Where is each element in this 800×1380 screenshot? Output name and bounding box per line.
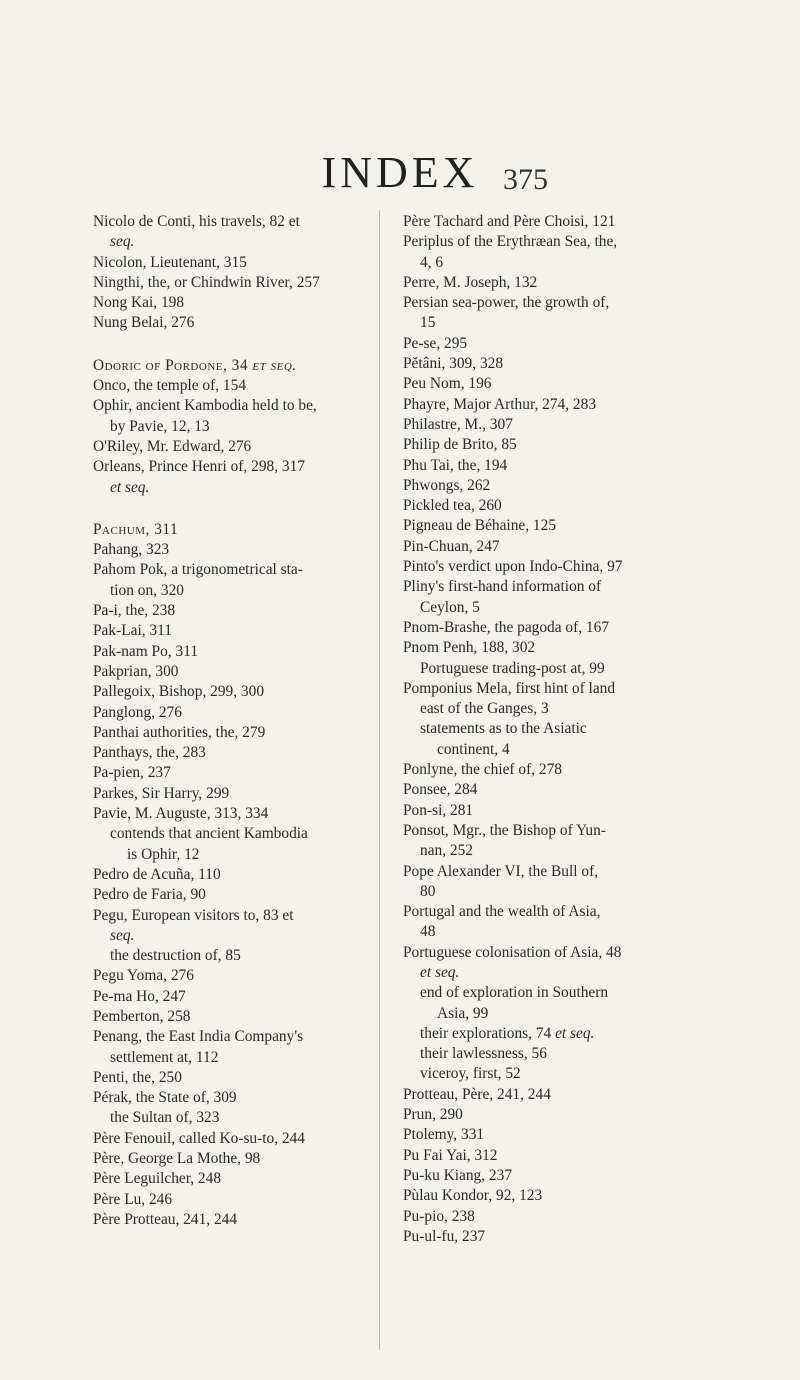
index-entry [93, 723, 365, 743]
entry-line: continent, 4 [437, 740, 510, 758]
page-header [0, 148, 800, 198]
index-entry [93, 1088, 365, 1108]
index-entry [403, 1105, 703, 1125]
index-entry [403, 679, 703, 720]
et-seq-italic: et seq. [110, 478, 150, 496]
index-entry [403, 334, 703, 354]
entry-line: Ningthi, the, or Chindwin River, 257 [93, 273, 320, 291]
entry-line: Pe-se, 295 [403, 334, 468, 352]
index-entry [403, 801, 703, 821]
entry-line: Phayre, Major Arthur, 274, 283 [403, 395, 597, 413]
index-entry [403, 1125, 703, 1145]
et-seq-italic: et seq. [555, 1024, 595, 1042]
entry-line: Pin-Chuan, 247 [403, 537, 500, 555]
entry-line: Panthays, the, 283 [93, 744, 206, 762]
index-column-left [93, 212, 365, 1230]
entry-line: Pa-pien, 237 [93, 764, 171, 782]
index-entry [403, 456, 703, 476]
entry-line: Portuguese trading-post at, 99 [420, 659, 605, 677]
entry-line: Pope Alexander VI, the Bull of, [403, 862, 599, 880]
entry-line: Père Leguilcher, 248 [93, 1170, 222, 1188]
index-entry [403, 862, 703, 903]
entry-line: Père, George La Mothe, 98 [93, 1150, 261, 1168]
entry-line: Pigneau de Béhaine, 125 [403, 517, 557, 535]
index-entry [403, 638, 703, 658]
index-entry [93, 703, 365, 723]
index-entry [93, 457, 365, 498]
entry-line: Pětâni, 309, 328 [403, 355, 504, 373]
entry-line: the destruction of, 85 [110, 947, 241, 965]
index-entry [403, 943, 703, 984]
entry-line: the Sultan of, 323 [110, 1109, 220, 1127]
entry-line: Pu-pio, 238 [403, 1207, 475, 1225]
entry-line: Pickled tea, 260 [403, 497, 502, 515]
entry-line: end of exploration in Southern [420, 984, 609, 1002]
et-seq-italic: et seq. [420, 963, 460, 981]
entry-line [93, 478, 365, 498]
index-entry [403, 476, 703, 496]
entry-line: by Pavie, 12, 13 [110, 417, 210, 435]
index-entry [403, 618, 703, 638]
index-entry [93, 1027, 365, 1068]
entry-line: viceroy, first, 52 [420, 1065, 521, 1083]
entry-line: Pachum, 311 [93, 520, 179, 538]
entry-line: is Ophir, 12 [127, 845, 200, 863]
entry-line: Nong Kai, 198 [93, 294, 185, 312]
index-entry [403, 1186, 703, 1206]
index-entry [93, 906, 365, 947]
index-entry [403, 374, 703, 394]
entry-line: Peu Nom, 196 [403, 375, 492, 393]
index-entry [93, 1169, 365, 1189]
index-entry [93, 621, 365, 641]
index-entry [93, 743, 365, 763]
index-entry [403, 212, 703, 232]
index-entry [403, 354, 703, 374]
index-entry [93, 804, 365, 824]
index-entry [93, 396, 365, 437]
index-entry [93, 212, 365, 253]
index-entry [403, 760, 703, 780]
entry-line: Pakprian, 300 [93, 662, 179, 680]
et-seq-italic: seq. [110, 233, 135, 251]
entry-line: Pegu Yoma, 276 [93, 967, 194, 985]
entry-line: Père Protteau, 241, 244 [93, 1210, 238, 1228]
index-entry [403, 577, 703, 618]
entry-line: Perre, M. Joseph, 132 [403, 273, 538, 291]
entry-line: 15 [420, 314, 436, 332]
entry-line: Pemberton, 258 [93, 1007, 191, 1025]
index-entry [93, 437, 365, 457]
entry-line: settlement at, 112 [110, 1048, 219, 1066]
entry-line: Pahom Pok, a trigonometrical sta- [93, 561, 303, 579]
entry-line: Pu-ku Kiang, 237 [403, 1166, 513, 1184]
entry-line: Pak-nam Po, 311 [93, 642, 199, 660]
entry-line: Ponsee, 284 [403, 781, 478, 799]
entry-line: Pallegoix, Bishop, 299, 300 [93, 683, 265, 701]
index-subentry [403, 983, 703, 1024]
index-entry [93, 1210, 365, 1230]
index-entry [93, 560, 365, 601]
entry-line: Pahang, 323 [93, 541, 170, 559]
entry-line: Pu-ul-fu, 237 [403, 1227, 486, 1245]
entry-line: Periplus of the Erythræan Sea, the, [403, 233, 618, 251]
entry-line: Pa-i, the, 238 [93, 602, 176, 620]
entry-line: Pliny's first-hand information of [403, 578, 602, 596]
index-entry [403, 395, 703, 415]
page-number: 375 [503, 163, 548, 196]
entry-line: their lawlessness, 56 [420, 1045, 547, 1063]
entry-line: Pavie, M. Auguste, 313, 334 [93, 805, 269, 823]
entry-line: Ceylon, 5 [420, 598, 480, 616]
index-entry [93, 1068, 365, 1088]
index-entry [93, 1190, 365, 1210]
entry-line: Pe-ma Ho, 247 [93, 987, 186, 1005]
entry-line: Nicolon, Lieutenant, 315 [93, 253, 247, 271]
index-subentry [403, 1044, 703, 1064]
entry-line: O'Riley, Mr. Edward, 276 [93, 437, 252, 455]
entry-line: Pérak, the State of, 309 [93, 1089, 237, 1107]
entry-line: Pedro de Faria, 90 [93, 886, 206, 904]
entry-line: Persian sea-power, the growth of, [403, 294, 610, 312]
index-column-right [403, 212, 703, 1247]
entry-line: Père Lu, 246 [93, 1190, 173, 1208]
entry-line: Parkes, Sir Harry, 299 [93, 784, 230, 802]
index-subentry [403, 1064, 703, 1084]
index-entry [403, 415, 703, 435]
entry-line: Pedro de Acuña, 110 [93, 865, 221, 883]
index-entry [403, 557, 703, 577]
entry-line [93, 232, 365, 252]
entry-line: their explorations, 74 et seq. [420, 1024, 595, 1042]
page-title: INDEX [321, 148, 479, 197]
index-entry [403, 1227, 703, 1247]
index-entry [93, 601, 365, 621]
entry-line: Phwongs, 262 [403, 476, 491, 494]
entry-line: 4, 6 [420, 253, 444, 271]
index-entry [93, 865, 365, 885]
index-entry [403, 902, 703, 943]
entry-line [93, 926, 365, 946]
index-entry [403, 1207, 703, 1227]
entry-line: Ophir, ancient Kambodia held to be, [93, 397, 317, 415]
entry-line [403, 963, 703, 983]
index-entry [403, 435, 703, 455]
column-divider [379, 210, 380, 1350]
entry-line: Odoric of Pordone, 34 et seq. [93, 356, 297, 374]
index-subentry [403, 1024, 703, 1044]
index-entry [93, 1129, 365, 1149]
index-entry [403, 1166, 703, 1186]
entry-line: Portugal and the wealth of Asia, [403, 903, 601, 921]
index-entry [403, 780, 703, 800]
entry-line: 80 [420, 882, 436, 900]
index-entry [93, 253, 365, 273]
entry-line: Penti, the, 250 [93, 1068, 182, 1086]
entry-line: Philip de Brito, 85 [403, 436, 517, 454]
entry-line: Ponsot, Mgr., the Bishop of Yun- [403, 821, 606, 839]
entry-line: Ptolemy, 331 [403, 1126, 485, 1144]
index-entry [93, 987, 365, 1007]
entry-line: nan, 252 [420, 842, 474, 860]
entry-line: tion on, 320 [110, 581, 184, 599]
index-subentry [403, 719, 703, 760]
index-entry [403, 537, 703, 557]
index-entry [93, 273, 365, 293]
entry-line: Pegu, European visitors to, 83 et [93, 906, 294, 924]
entry-line: Prun, 290 [403, 1106, 463, 1124]
index-subentry [93, 1108, 365, 1128]
entry-line: Pak-Lai, 311 [93, 622, 172, 640]
entry-line: Pu Fai Yai, 312 [403, 1146, 498, 1164]
entry-line: contends that ancient Kambodia [110, 825, 308, 843]
index-entry [403, 232, 703, 273]
index-entry [93, 313, 365, 333]
index-entry [93, 763, 365, 783]
index-entry [403, 1146, 703, 1166]
index-entry [93, 682, 365, 702]
index-entry [403, 293, 703, 334]
index-entry [93, 520, 365, 540]
entry-line: Pnom-Brashe, the pagoda of, 167 [403, 618, 610, 636]
entry-line: Père Tachard and Père Choisi, 121 [403, 213, 616, 230]
entry-line: Ponlyne, the chief of, 278 [403, 761, 563, 779]
index-subentry [93, 824, 365, 865]
index-entry [93, 642, 365, 662]
index-entry [93, 1007, 365, 1027]
index-subentry [403, 659, 703, 679]
entry-line: Portuguese colonisation of Asia, 48 [403, 943, 622, 961]
entry-line: 48 [420, 923, 436, 941]
entry-line: Pinto's verdict upon Indo-China, 97 [403, 558, 623, 576]
index-entry [93, 885, 365, 905]
entry-line: Philastre, M., 307 [403, 415, 513, 433]
index-entry [93, 293, 365, 313]
index-entry [93, 540, 365, 560]
index-entry [403, 1085, 703, 1105]
index-entry [93, 356, 365, 376]
entry-line: Pùlau Kondor, 92, 123 [403, 1187, 543, 1205]
entry-line: Onco, the temple of, 154 [93, 377, 247, 395]
entry-line: Père Fenouil, called Ko-su-to, 244 [93, 1129, 306, 1147]
index-entry [93, 662, 365, 682]
entry-line: Phu Tai, the, 194 [403, 456, 508, 474]
index-entry [403, 273, 703, 293]
entry-line: Orleans, Prince Henri of, 298, 317 [93, 458, 305, 476]
index-entry [93, 784, 365, 804]
entry-line: Panthai authorities, the, 279 [93, 723, 266, 741]
index-entry [93, 966, 365, 986]
entry-line: Pon-si, 281 [403, 801, 474, 819]
section-gap [93, 498, 365, 520]
entry-line: Panglong, 276 [93, 703, 182, 721]
index-entry [403, 821, 703, 862]
entry-line: Protteau, Père, 241, 244 [403, 1085, 551, 1103]
index-entry [93, 376, 365, 396]
entry-line: Nicolo de Conti, his travels, 82 et [93, 213, 300, 230]
et-seq-italic: et seq. [252, 356, 297, 374]
index-entry [93, 1149, 365, 1169]
entry-line: statements as to the Asiatic [420, 720, 587, 738]
index-subentry [93, 946, 365, 966]
et-seq-italic: seq. [110, 926, 135, 944]
entry-line: Asia, 99 [437, 1004, 489, 1022]
entry-line: east of the Ganges, 3 [420, 700, 549, 718]
entry-line: Pnom Penh, 188, 302 [403, 639, 536, 657]
entry-line: Penang, the East India Company's [93, 1028, 304, 1046]
entry-line: Nung Belai, 276 [93, 314, 195, 332]
entry-line: Pomponius Mela, first hint of land [403, 679, 616, 697]
index-entry [403, 516, 703, 536]
section-gap [93, 334, 365, 356]
index-entry [403, 496, 703, 516]
